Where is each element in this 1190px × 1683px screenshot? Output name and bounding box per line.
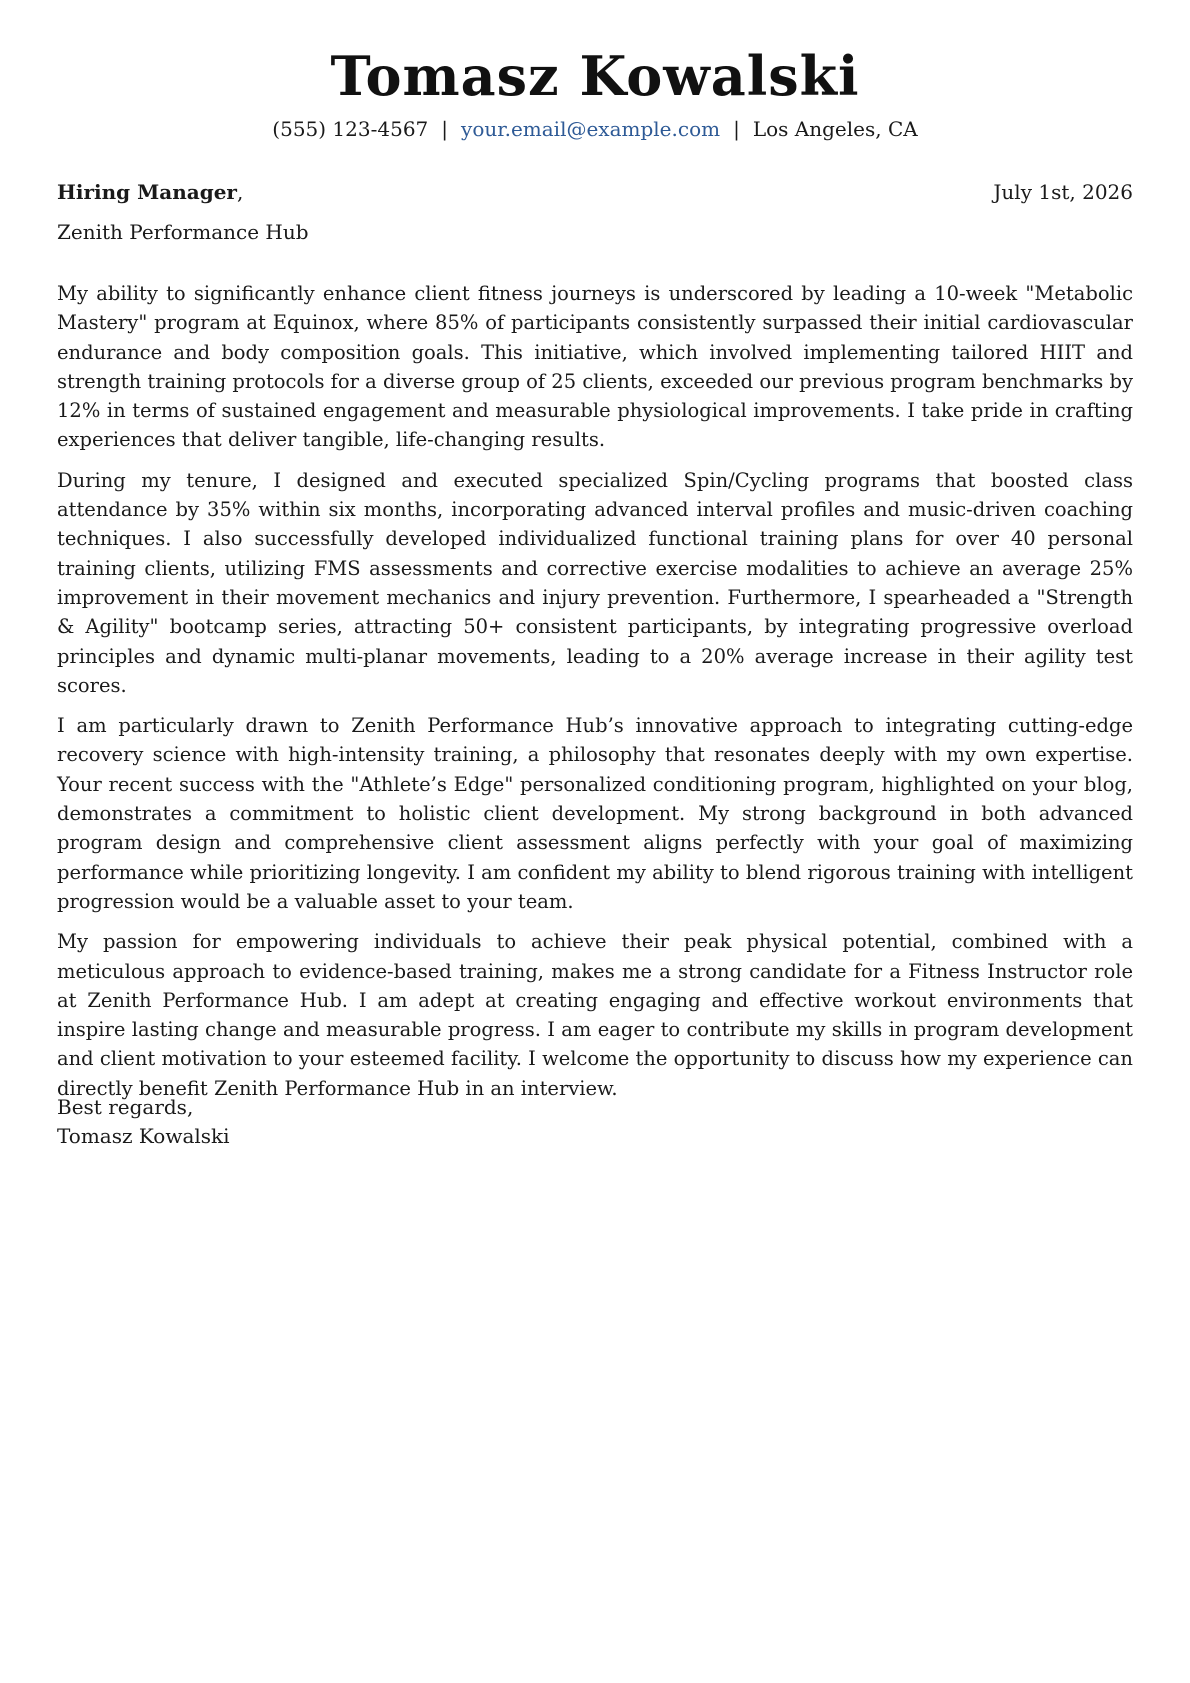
closing-salutation: Best regards,	[57, 1095, 194, 1119]
email-link[interactable]: your.email@example.com	[461, 117, 721, 141]
recipient-comma: ,	[236, 180, 244, 204]
phone-number: (555) 123-4567	[272, 117, 429, 141]
location: Los Angeles, CA	[752, 117, 918, 141]
recipient-row	[57, 178, 1133, 206]
letter-closing	[57, 1093, 230, 1151]
contact-separator: |	[733, 117, 740, 141]
letter-body	[57, 279, 1133, 1114]
applicant-name: Tomasz Kowalski	[330, 44, 860, 108]
body-paragraph: My ability to significantly enhance client fitness journeys is underscored by leading a 10-week "Metabolic Mastery" program at Equinox, where 85% of participants consistently surpassed their initial cardiovascular endurance and body composition goals. This initiative, which involved implementing tailored HIIT and strength training protocols for a diverse group of 25 clients, exceeded our previous program benchmarks by 12% in terms of sustained engagement and measurable physiological improvements. I take pride in crafting experiences that deliver tangible, life-changing results.	[57, 282, 1133, 452]
body-paragraph: During my tenure, I designed and executed specialized Spin/Cycling programs that boosted class attendance by 35% within six months, incorporating advanced interval profiles and music-driven coaching techniques. I also successfully developed individualized functional training plans for over 40 personal training clients, utilizing FMS assessments and corrective exercise modalities to achieve an average 25% improvement in their movement mechanics and injury prevention. Furthermore, I spearheaded a "Strength & Agility" bootcamp series, attracting 50+ consistent participants, by integrating progressive overload principles and dynamic multi-planar movements, leading to a 20% average increase in their agility test scores.	[57, 468, 1133, 697]
cover-letter-page	[57, 0, 1133, 1683]
closing-signature: Tomasz Kowalski	[57, 1124, 230, 1148]
letter-date: July 1st, 2026	[993, 180, 1133, 204]
body-paragraph: I am particularly drawn to Zenith Performance Hub’s innovative approach to integrating cutting-edge recovery science with high-intensity training, a philosophy that resonates deeply with my own expertise. Your recent success with the "Athlete’s Edge" personalized conditioning program, highlighted on your blog, demonstrates a commitment to holistic client development. My strong background in both advanced program design and comprehensive client assessment aligns perfectly with your goal of maximizing performance while prioritizing longevity. I am confident my ability to blend rigorous training with intelligent progression would be a valuable asset to your team.	[57, 714, 1133, 913]
contact-separator: |	[441, 117, 449, 141]
body-paragraph: My passion for empowering individuals to achieve their peak physical potential, combined with a meticulous approach to evidence-based training, makes me a strong candidate for a Fitness Instructor role at Zenith Performance Hub. I am adept at creating engaging and effective workout environments that inspire lasting change and measurable progress. I am eager to contribute my skills in program development and client motivation to your esteemed facility. I welcome the opportunity to discuss how my experience can directly benefit Zenith Performance Hub in an interview.	[57, 930, 1133, 1100]
recipient-title: Hiring Manager	[57, 180, 237, 204]
contact-line	[57, 115, 1133, 143]
recipient-salutation	[57, 178, 243, 206]
recipient-company: Zenith Performance Hub	[57, 220, 309, 244]
